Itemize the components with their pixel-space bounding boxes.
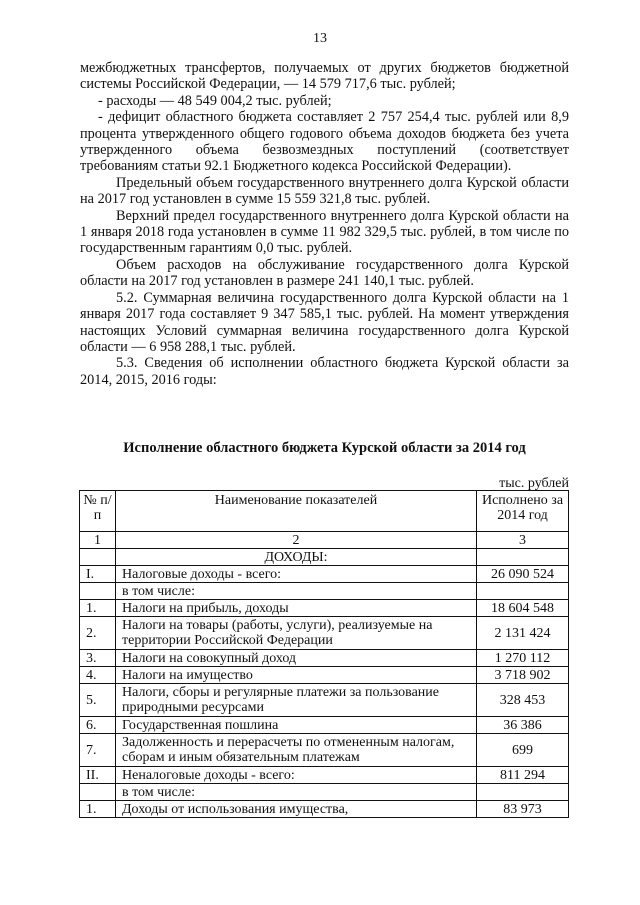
row-number: 4. <box>80 667 116 684</box>
table-row <box>80 784 569 801</box>
section-heading: ДОХОДЫ: <box>116 549 477 566</box>
table-title: Исполнение областного бюджета Курской области за 2014 год <box>123 440 526 456</box>
row-number: 1. <box>80 600 116 617</box>
paragraph-transfers: межбюджетных трансфертов, получаемых от других бюджетов бюджетной системы Российской Федерации, — 14 579 717,6 тыс. рублей; <box>80 60 569 93</box>
table-row <box>80 734 569 767</box>
budget-execution-table <box>79 490 569 818</box>
row-name: Доходы от использования имущества, <box>116 801 477 818</box>
paragraph-5-2: 5.2. Суммарная величина государственного долга Курской области на 1 января 2017 года составляет 9 347 585,1 тыс. рублей. На момент утверждения настоящих Условий суммарная величина государственного долга Курской области — 6 958 288,1 тыс. рублей. <box>80 289 569 355</box>
row-value: 83 973 <box>477 801 569 818</box>
table-row <box>80 801 569 818</box>
table-row <box>80 600 569 617</box>
table-header-row <box>80 491 569 532</box>
row-number: 6. <box>80 717 116 734</box>
column-number-row <box>80 532 569 549</box>
header-number: № п/п <box>80 491 116 532</box>
row-value: 1 270 112 <box>477 650 569 667</box>
row-value: 699 <box>477 734 569 767</box>
table-row <box>80 684 569 717</box>
header-executed: Исполнено за 2014 год <box>477 491 569 532</box>
col-number-2: 2 <box>116 532 477 549</box>
row-number: 5. <box>80 684 116 717</box>
table-row <box>80 617 569 650</box>
row-value: 3 718 902 <box>477 667 569 684</box>
header-indicator-name: Наименование показателей <box>116 491 477 532</box>
row-value: 2 131 424 <box>477 617 569 650</box>
table-row <box>80 583 569 600</box>
row-name: в том числе: <box>116 583 477 600</box>
section-heading-row <box>80 549 569 566</box>
row-name: Задолженность и перерасчеты по отмененным налогам, сборам и иным обязательным платежам <box>116 734 477 767</box>
paragraph-debt-limit: Предельный объем государственного внутреннего долга Курской области на 2017 год установлен в сумме 15 559 321,8 тыс. рублей. <box>80 174 569 208</box>
paragraph-debt-service: Объем расходов на обслуживание государственного долга Курской области на 2017 год установлен в размере 241 140,1 тыс. рублей. <box>80 256 569 290</box>
row-name: Неналоговые доходы - всего: <box>116 767 477 784</box>
row-name: Налоговые доходы - всего: <box>116 566 477 583</box>
col-number-1: 1 <box>80 532 116 549</box>
row-name: Налоги на прибыль, доходы <box>116 600 477 617</box>
row-value: 18 604 548 <box>477 600 569 617</box>
table-row <box>80 667 569 684</box>
document-body <box>80 60 569 388</box>
table-row <box>80 717 569 734</box>
row-number: 1. <box>80 801 116 818</box>
row-value: 26 090 524 <box>477 566 569 583</box>
row-value <box>477 784 569 801</box>
row-number <box>80 784 116 801</box>
row-number: 7. <box>80 734 116 767</box>
row-number: 3. <box>80 650 116 667</box>
paragraph-5-3: 5.3. Сведения об исполнении областного бюджета Курской области за 2014, 2015, 2016 годы: <box>80 355 569 388</box>
row-value <box>477 583 569 600</box>
page-number: 13 <box>313 31 327 46</box>
row-number <box>80 583 116 600</box>
table-row <box>80 566 569 583</box>
table-row <box>80 767 569 784</box>
row-value: 36 386 <box>477 717 569 734</box>
row-name: Налоги, сборы и регулярные платежи за пользование природными ресурсами <box>116 684 477 717</box>
paragraph-expenses: - расходы — 48 549 004,2 тыс. рублей; <box>98 92 332 109</box>
row-value: 811 294 <box>477 767 569 784</box>
row-number: I. <box>80 566 116 583</box>
table-units: тыс. рублей <box>499 476 569 491</box>
row-name: в том числе: <box>116 784 477 801</box>
row-name: Налоги на совокупный доход <box>116 650 477 667</box>
row-value: 328 453 <box>477 684 569 717</box>
row-number: 2. <box>80 617 116 650</box>
paragraph-deficit: - дефицит областного бюджета составляет 2 757 254,4 тыс. рублей или 8,9 процента утвержденного общего годового объема доходов бюджета без учета утвержденного объема безвозмездных поступлений (соответствует требованиям статьи 92.1 Бюджетного кодекса Российской Федерации). <box>80 109 569 175</box>
row-name: Государственная пошлина <box>116 717 477 734</box>
table-row <box>80 650 569 667</box>
row-name: Налоги на товары (работы, услуги), реализуемые на территории Российской Федерации <box>116 617 477 650</box>
row-name: Налоги на имущество <box>116 667 477 684</box>
col-number-3: 3 <box>477 532 569 549</box>
paragraph-debt-ceiling: Верхний предел государственного внутреннего долга Курской области на 1 января 2018 года установлен в сумме 11 982 329,5 тыс. рублей, в том числе по государственным гарантиям 0,0 тыс. рублей. <box>80 207 569 257</box>
row-number: II. <box>80 767 116 784</box>
